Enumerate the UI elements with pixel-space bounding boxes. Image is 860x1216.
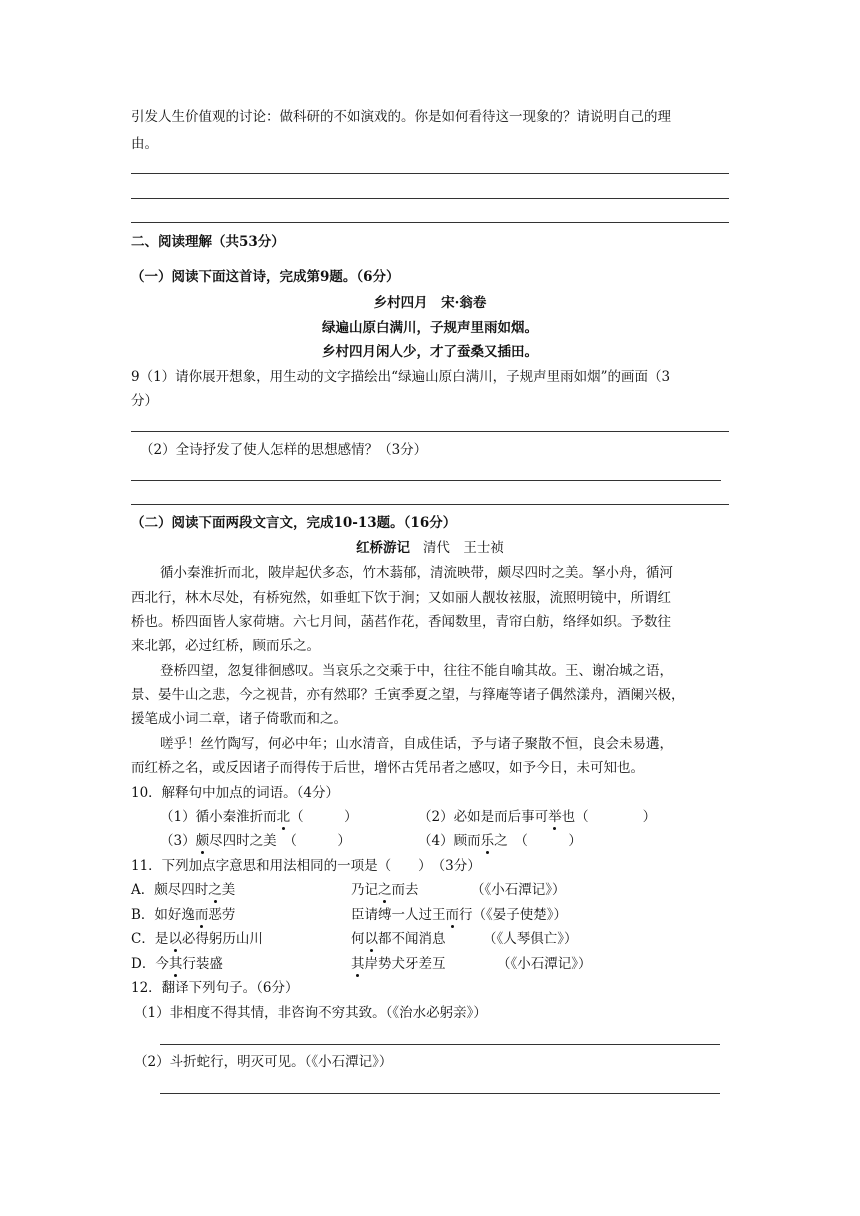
q11-option-d-source: （《小石潭记》）: [497, 956, 592, 972]
poem-line-1: 绿遍山原白满川，子规声里雨如烟。: [322, 320, 538, 336]
q11-option-b-compare: 臣请缚一人过王而行（《晏子使楚》）: [351, 907, 567, 923]
essay-line: 援笔成小词二章，诸子倚歌而和之。: [131, 711, 347, 727]
essay-title-row: [0, 539, 860, 557]
intro-line-2: 由。: [131, 136, 158, 152]
q11-option-c-source: （《人琴俱亡》）: [483, 931, 578, 947]
q10-item-4: （4）顾而乐之 （ ）: [418, 833, 582, 849]
q11-option-a-source: （《小石潭记》）: [471, 882, 566, 898]
q12-sentence-1: （1）非相度不得其情，非咨询不穷其致。（《治水必躬亲》）: [134, 1005, 487, 1021]
part2-heading: （二）阅读下面两段文言文，完成10-13题。（16分）: [131, 515, 457, 531]
essay-line: 来北郭，必过红桥，顾而乐之。: [131, 638, 320, 654]
answer-line: [131, 222, 729, 223]
q11-option-c-compare: 何以都不闻消息: [351, 931, 446, 947]
q9-part1-line1: 9（1）请你展开想象，用生动的文字描绘出“绿遍山原白满川，子规声里雨如烟”的画面（3: [131, 369, 671, 385]
answer-line: [131, 198, 729, 199]
answer-line: [131, 173, 729, 174]
q11-option-a: A．颇尽四时之美: [131, 882, 236, 898]
answer-line: [160, 1093, 720, 1094]
essay-line: 嗟乎！丝竹陶写，何必中年；山水清音，自成佳话，予与诸子聚散不恒，良会未易遘，: [160, 736, 673, 752]
answer-line: [131, 480, 721, 481]
answer-line: [131, 431, 729, 432]
q11-option-c: C．是以必得躬历山川: [131, 931, 263, 947]
section-title: 二、阅读理解（共53分）: [131, 234, 285, 250]
essay-line: 而红桥之名，或反因诸子而得传于后世，增怀古凭吊者之感叹，如予今日，未可知也。: [131, 760, 644, 776]
q12-sentence-2: （2）斗折蛇行，明灭可见。（《小石潭记》）: [134, 1054, 393, 1070]
essay-line: 景、晏牛山之悲，今之视昔，亦有然耶？壬寅季夏之望，与箨庵等诸子偶然漾舟，酒阑兴极，: [131, 687, 685, 703]
poem-line-2: 乡村四月闲人少，才了蚕桑又插田。: [322, 344, 538, 360]
essay-title: 红桥游记: [356, 540, 411, 556]
intro-line-1: 引发人生价值观的讨论：做科研的不如演戏的。你是如何看待这一现象的？请说明自己的理: [131, 109, 671, 125]
essay-line: 登桥四望，忽复徘徊感叹。当哀乐之交乘于中，往往不能自喻其故。王、谢冶城之语，: [160, 663, 673, 679]
q9-part1-line2: 分）: [131, 393, 158, 409]
q10-item-2: （2）必如是而后事可举也（ ）: [418, 809, 657, 825]
q11-option-d: D．今其行装盛: [131, 956, 223, 972]
essay-line: 循小秦淮折而北，陂岸起伏多态，竹木蓊郁，清流映带，颇尽四时之美。拏小舟，循河: [160, 565, 673, 581]
q11-option-a-compare: 乃记之而去: [351, 882, 419, 898]
q10-stem: 10．解释句中加点的词语。（4分）: [131, 785, 340, 801]
q11-option-d-compare: 其岸势犬牙差互: [351, 956, 446, 972]
q11-stem: 11．下列加点字意思和用法相同的一项是（ ） （3分）: [131, 858, 481, 874]
essay-line: 西北行，林木尽处，有桥宛然，如垂虹下饮于涧；又如丽人靓妆袨服，流照明镜中，所谓红: [131, 590, 671, 606]
answer-line: [131, 504, 729, 505]
answer-line: [160, 1044, 720, 1045]
q11-option-b: B．如好逸而恶劳: [131, 907, 236, 923]
q10-item-1: （1）循小秦淮折而北（ ）: [160, 809, 358, 825]
essay-line: 桥也。桥四面皆人家荷塘。六七月间，菡萏作花，香闻数里，青帘白舫，络绎如织。予数往: [131, 614, 671, 630]
poem-title: 乡村四月 宋·翁卷: [373, 295, 487, 311]
part1-heading: （一）阅读下面这首诗，完成第9题。（6分）: [131, 269, 400, 285]
essay-author: 清代 王士祯: [422, 540, 504, 556]
q9-part2: （2）全诗抒发了使人怎样的思想感情？（3分）: [140, 442, 428, 458]
q12-stem: 12．翻译下列句子。（6分）: [131, 980, 299, 996]
q10-item-3: （3）颇尽四时之美 （ ）: [160, 833, 351, 849]
